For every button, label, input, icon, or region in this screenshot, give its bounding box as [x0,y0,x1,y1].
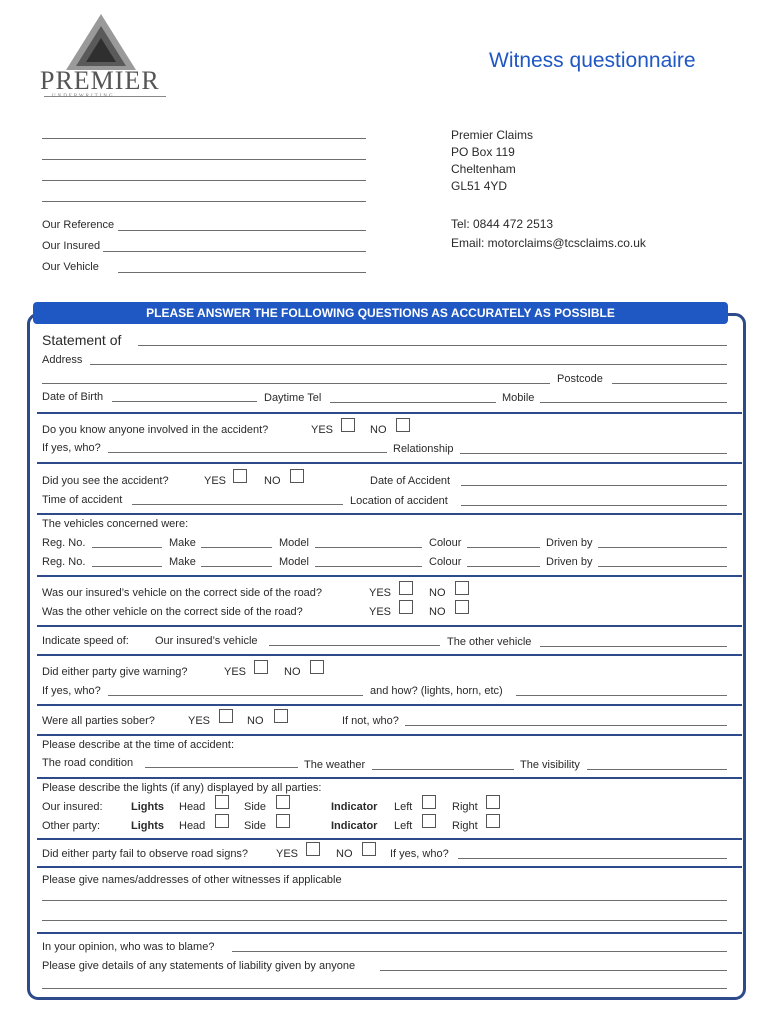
warning-question: Did either party give warning? [42,666,188,678]
contact-tel: Tel: 0844 472 2513 [451,217,554,231]
insured-right-checkbox[interactable] [486,795,500,809]
colour-field[interactable] [467,566,540,567]
location-field[interactable] [461,505,727,506]
section-divider [37,575,742,577]
mobile-label: Mobile [502,392,535,404]
speed-label: Indicate speed of: [42,635,129,647]
road-condition-label: The road condition [42,757,134,769]
model-field[interactable] [315,566,422,567]
lights-label: Lights [131,820,164,832]
instructions-banner: PLEASE ANSWER THE FOLLOWING QUESTIONS AS ACCURATELY AS POSSIBLE [33,302,728,324]
right-label: Right [452,801,478,813]
head-label: Head [179,820,206,832]
warning-yes-checkbox[interactable] [254,660,268,674]
sober-no-label: NO [247,715,264,727]
know-anyone-question: Do you know anyone involved in the accident? [42,424,269,436]
visibility-label: The visibility [520,759,580,771]
warning-how-field[interactable] [516,695,727,696]
reg-label: Reg. No. [42,537,86,549]
signs-no-checkbox[interactable] [362,842,376,856]
section-divider [37,513,742,515]
contact-email: Email: motorclaims@tcsclaims.co.uk [451,236,646,250]
speed-insured-label: Our insured’s vehicle [155,635,258,647]
section-divider [37,777,742,779]
logo-wordmark: PREMIER [40,66,160,95]
witnesses-field[interactable] [42,920,727,921]
signs-yes-label: YES [276,848,299,860]
sober-question: Were all parties sober? [42,715,155,727]
colour-label: Colour [429,556,462,568]
other-side-no-checkbox[interactable] [455,600,469,614]
left-label: Left [394,820,413,832]
driven-by-label: Driven by [546,537,593,549]
premier-logo-icon [66,14,136,70]
sober-who-label: If not, who? [342,715,399,727]
insured-side-no-checkbox[interactable] [455,581,469,595]
sober-who-field[interactable] [405,725,727,726]
know-who-field[interactable] [108,452,387,453]
relationship-field[interactable] [460,453,727,454]
speed-other-label: The other vehicle [447,636,532,648]
sober-no-checkbox[interactable] [274,709,288,723]
section-divider [37,734,742,736]
insured-left-checkbox[interactable] [422,795,436,809]
signs-no-label: NO [336,848,353,860]
section-divider [37,625,742,627]
driven-by-field[interactable] [598,566,727,567]
section-divider [37,704,742,706]
other-side-question: Was the other vehicle on the correct side of the road? [42,606,303,618]
reg-field[interactable] [92,547,162,548]
section-divider [37,462,742,464]
address-line: PO Box 119 [451,145,515,159]
see-yes-label: YES [204,475,227,487]
liability-field-2[interactable] [42,988,727,989]
reg-label: Reg. No. [42,556,86,568]
know-no-checkbox[interactable] [396,418,410,432]
address-field[interactable] [90,364,727,365]
witnesses-field[interactable] [42,900,727,901]
our-vehicle-label: Our Vehicle [42,261,99,273]
indicator-label: Indicator [331,820,378,832]
side-label: Side [244,820,267,832]
make-field[interactable] [201,547,272,548]
see-accident-question: Did you see the accident? [42,475,169,487]
section-divider [37,412,742,414]
section-divider [37,932,742,934]
indicator-label: Indicator [331,801,378,813]
warning-who-field[interactable] [108,695,363,696]
lights-insured-label: Our insured: [42,801,103,813]
reg-field[interactable] [92,566,162,567]
vehicles-heading: The vehicles concerned were: [42,518,189,530]
other-right-checkbox[interactable] [486,814,500,828]
see-no-label: NO [264,475,281,487]
daytime-tel-label: Daytime Tel [264,392,322,404]
other-side-no-label: NO [429,606,446,618]
visibility-field[interactable] [587,769,727,770]
liability-label: Please give details of any statements of liability given by anyone [42,960,356,972]
our-reference-field[interactable] [118,230,366,231]
driven-by-field[interactable] [598,547,727,548]
see-yes-checkbox[interactable] [233,469,247,483]
our-reference-label: Our Reference [42,219,115,231]
road-condition-field[interactable] [145,767,298,768]
warning-no-label: NO [284,666,301,678]
make-label: Make [169,556,196,568]
relationship-label: Relationship [393,443,454,455]
date-of-accident-label: Date of Accident [370,475,451,487]
other-side-yes-checkbox[interactable] [399,600,413,614]
time-of-accident-field[interactable] [132,504,343,505]
other-side-yes-label: YES [369,606,392,618]
blame-label: In your opinion, who was to blame? [42,941,215,953]
liability-field[interactable] [380,970,727,971]
address-line: Cheltenham [451,162,516,176]
postcode-label: Postcode [557,373,603,385]
make-field[interactable] [201,566,272,567]
daytime-tel-field[interactable] [330,402,496,403]
address-line: GL51 4YD [451,179,508,193]
our-insured-label: Our Insured [42,240,101,252]
colour-label: Colour [429,537,462,549]
speed-insured-field[interactable] [269,645,440,646]
see-no-checkbox[interactable] [290,469,304,483]
colour-field[interactable] [467,547,540,548]
insured-side-no-label: NO [429,587,446,599]
know-who-label: If yes, who? [42,442,101,454]
address-label: Address [42,354,83,366]
blank-line[interactable] [42,180,366,181]
head-label: Head [179,801,206,813]
know-yes-label: YES [311,424,334,436]
model-label: Model [279,556,309,568]
postcode-field[interactable] [612,383,727,384]
section-divider [37,654,742,656]
blank-line[interactable] [42,201,366,202]
conditions-heading: Please describe at the time of accident: [42,739,234,751]
lights-other-label: Other party: [42,820,101,832]
lights-heading: Please describe the lights (if any) displayed by all parties: [42,782,322,794]
right-label: Right [452,820,478,832]
weather-field[interactable] [372,769,514,770]
left-label: Left [394,801,413,813]
section-divider [37,838,742,840]
witnesses-label: Please give names/addresses of other witnesses if applicable [42,874,342,886]
know-no-label: NO [370,424,387,436]
statement-of-label: Statement of [42,332,122,348]
location-label: Location of accident [350,495,448,507]
sober-yes-label: YES [188,715,211,727]
signs-yes-checkbox[interactable] [306,842,320,856]
side-label: Side [244,801,267,813]
insured-side-question: Was our insured’s vehicle on the correct side of the road? [42,587,323,599]
insured-side-yes-checkbox[interactable] [399,581,413,595]
know-yes-checkbox[interactable] [341,418,355,432]
signs-who-field[interactable] [458,858,727,859]
warning-yes-label: YES [224,666,247,678]
driven-by-label: Driven by [546,556,593,568]
questionnaire-panel [27,313,746,1000]
model-label: Model [279,537,309,549]
date-of-accident-field[interactable] [461,485,727,486]
insured-side-yes-label: YES [369,587,392,599]
statement-of-field[interactable] [138,345,727,346]
time-of-accident-label: Time of accident [42,494,123,506]
make-label: Make [169,537,196,549]
blame-field[interactable] [232,951,727,952]
lights-label: Lights [131,801,164,813]
address-line: Premier Claims [451,128,534,142]
logo-subtitle: UNDERWRITING [52,94,115,99]
blank-line[interactable] [42,138,366,139]
mobile-field[interactable] [540,402,727,403]
address-field-2[interactable] [42,383,550,384]
warning-no-checkbox[interactable] [310,660,324,674]
page-title: Witness questionnaire [489,49,696,72]
warning-how-label: and how? (lights, horn, etc) [370,685,503,697]
dob-label: Date of Birth [42,391,104,403]
blank-line[interactable] [42,159,366,160]
signs-who-label: If yes, who? [390,848,449,860]
warning-who-label: If yes, who? [42,685,101,697]
weather-label: The weather [304,759,366,771]
model-field[interactable] [315,547,422,548]
insured-side-checkbox[interactable] [276,795,290,809]
our-insured-field[interactable] [103,251,366,252]
signs-question: Did either party fail to observe road signs? [42,848,249,860]
other-left-checkbox[interactable] [422,814,436,828]
other-head-checkbox[interactable] [215,814,229,828]
our-vehicle-field[interactable] [118,272,366,273]
sober-yes-checkbox[interactable] [219,709,233,723]
section-divider [37,866,742,868]
insured-head-checkbox[interactable] [215,795,229,809]
dob-field[interactable] [112,401,257,402]
speed-other-field[interactable] [540,646,727,647]
other-side-checkbox[interactable] [276,814,290,828]
